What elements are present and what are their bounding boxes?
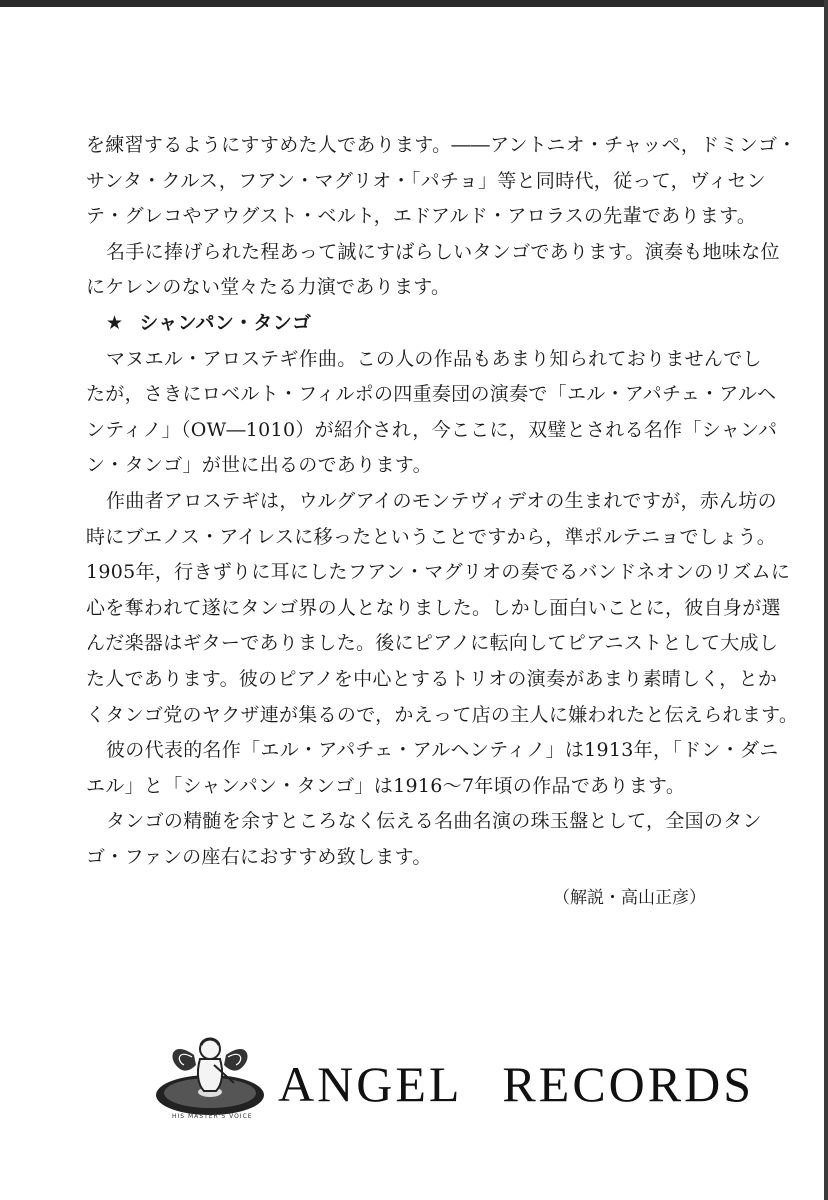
- author-credit: （解説・高山正彦）: [553, 888, 706, 909]
- text-line: んだ楽器はギターでありました。後にピアノに転向してピアニストとして大成し: [86, 632, 779, 655]
- angel-records-logo: [150, 1025, 755, 1135]
- text-line: たが，さきにロベルト・フィルポの四重奏団の演奏で「エル・アパチェ・アルヘ: [86, 383, 777, 406]
- section-title: シャンパン・タンゴ: [139, 311, 312, 334]
- text-line: ン・タンゴ」が世に出るのであります。: [86, 454, 432, 477]
- star-icon: ★: [106, 311, 124, 334]
- text-line: テ・グレコやアウグスト・ベルト，エドアルド・アロラスの先輩であります。: [86, 205, 757, 228]
- brand-word-angel: ANGEL: [278, 1056, 463, 1112]
- text-line: 1905年，行きずりに耳にしたフアン・マグリオの奏でるバンドネオンのリズムに: [86, 561, 791, 584]
- text-line: エル」と「シャンパン・タンゴ」は1916～7年頃の作品であります。: [86, 774, 686, 797]
- emblem-caption: HIS MASTER'S VOICE: [172, 1113, 253, 1120]
- text-line: サンタ・クルス，フアン・マグリオ・「パチョ」等と同時代，従って，ヴィセン: [86, 169, 766, 192]
- liner-notes-body: [86, 128, 799, 909]
- text-line: ゴ・ファンの座右におすすめ致します。: [86, 845, 432, 868]
- text-line: マヌエル・アロステギ作曲。この人の作品もあまり知られておりませんでし: [106, 347, 762, 370]
- text-line: 時にブエノス・アイレスに移ったということですから，準ポルテニョでしょう。: [86, 525, 777, 548]
- brand-wordmark: [278, 1055, 754, 1113]
- page-right-edge: [824, 0, 828, 1200]
- text-line: にケレンのない堂々たる力演であります。: [86, 276, 451, 299]
- text-line: くタンゴ党のヤクザ連が集るので，かえって店の主人に嫌われたと伝えられます。: [86, 703, 799, 726]
- text-line: 作曲者アロステギは，ウルグアイのモンテヴィデオの生まれですが，赤ん坊の: [106, 489, 777, 512]
- text-line: 彼の代表的名作「エル・アパチェ・アルヘンティノ」は1913年，「ドン・ダニ: [106, 739, 779, 762]
- page-top-edge: [0, 0, 828, 7]
- text-line: た人であります。彼のピアノを中心とするトリオの演奏があまり素晴しく，とか: [86, 667, 778, 690]
- text-line: 心を奪われて遂にタンゴ界の人となりました。しかし面白いことに，彼自身が選: [86, 596, 781, 619]
- text-line: を練習するようにすすめた人であります。――アントニオ・チャッペ，ドミンゴ・: [86, 134, 797, 156]
- text-line: ンティノ」（OW―1010）が紹介され，今ここに，双璧とされる名作「シャンパ: [86, 418, 778, 441]
- brand-word-records: RECORDS: [502, 1056, 755, 1112]
- text-line: タンゴの精髄を余すところなく伝える名曲名演の珠玉盤として，全国のタン: [106, 810, 762, 833]
- angel-emblem-icon: [150, 1025, 270, 1125]
- section-heading: [86, 306, 746, 342]
- text-line: 名手に捧げられた程あって誠にすばらしいタンゴであります。演奏も地味な位: [106, 240, 780, 263]
